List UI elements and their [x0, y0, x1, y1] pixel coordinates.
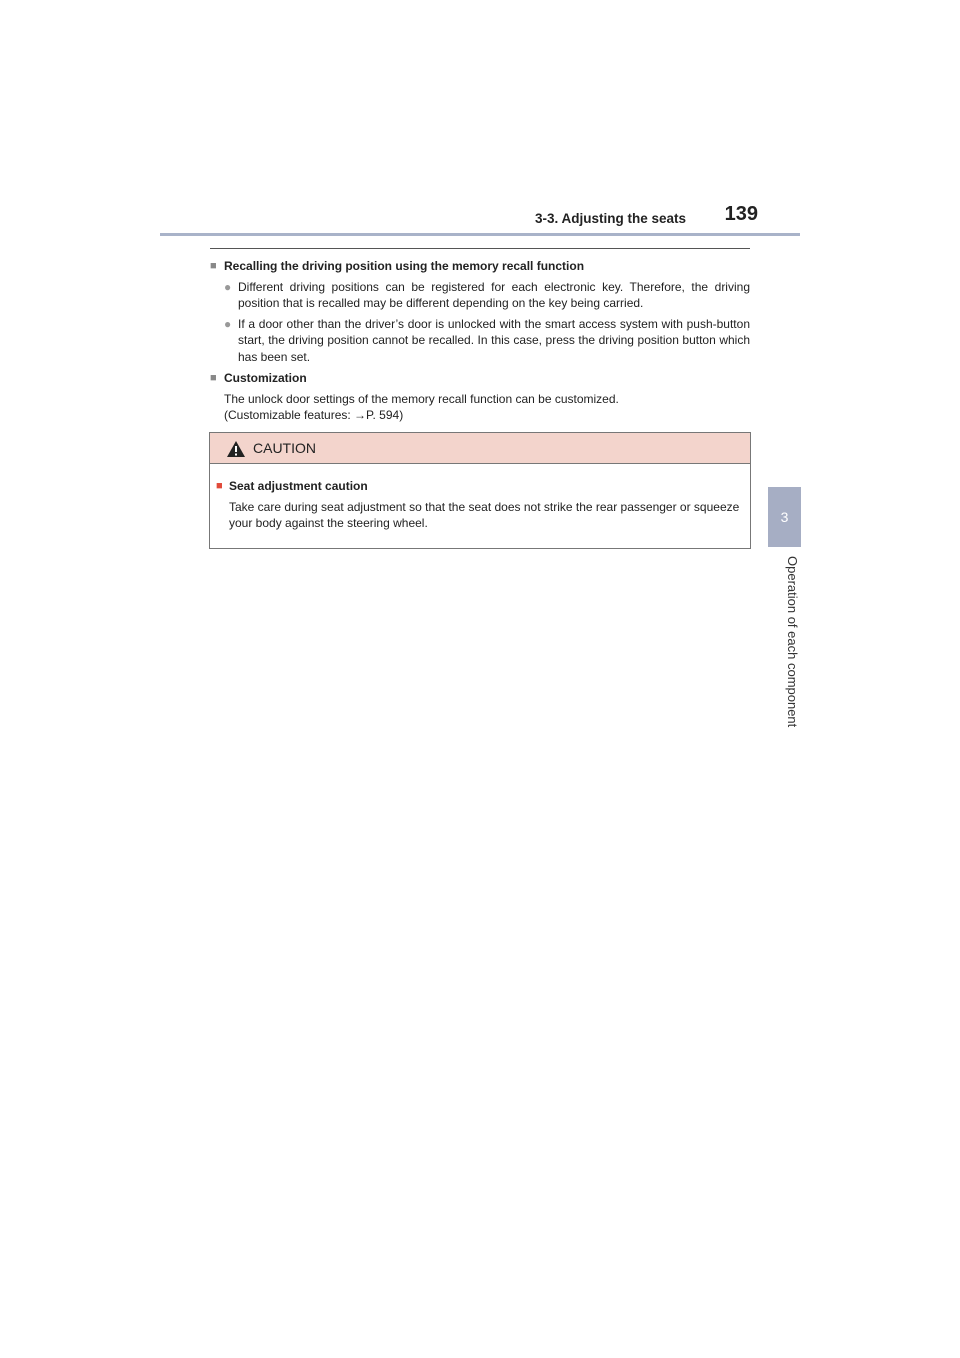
circle-bullet-icon: ●: [224, 316, 232, 331]
caution-header: [210, 433, 750, 464]
caution-label: CAUTION: [253, 440, 316, 456]
caution-heading-text: Seat adjustment caution: [229, 479, 368, 493]
section-title: 3-3. Adjusting the seats: [534, 211, 686, 226]
content-divider: [210, 248, 750, 249]
caution-box: [209, 432, 751, 549]
chapter-title: Operation of each component: [785, 556, 800, 728]
recall-heading-text: Recalling the driving position using the memory recall function: [224, 259, 585, 273]
customization-text: [224, 391, 750, 424]
header-divider: [160, 233, 800, 236]
main-content: [210, 258, 750, 424]
circle-bullet-icon: ●: [224, 279, 232, 294]
page-number: 139: [724, 203, 758, 225]
square-bullet-icon: ■: [210, 372, 217, 384]
caution-text: Take care during seat adjustment so that the seat does not strike the rear passenger or squeeze your body against the steering wheel.: [229, 499, 740, 530]
page-header: [160, 200, 800, 234]
customization-line-2: (Customizable features: →P. 594): [224, 408, 404, 422]
caution-body: [210, 464, 750, 532]
caution-heading: [216, 478, 740, 495]
chapter-tab: 3: [768, 487, 801, 547]
square-bullet-icon: ■: [210, 260, 217, 272]
list-item-text: If a door other than the driver’s door is unlocked with the smart access system with push-button start, the driving position cannot be recalled. In this case, press the driving position button which has been set.: [238, 316, 750, 364]
customization-heading-text: Customization: [224, 371, 307, 385]
customization-line-1: The unlock door settings of the memory recall function can be customized.: [224, 391, 619, 406]
list-item-text: Different driving positions can be registered for each electronic key. Therefore, the driving position that is recalled may be different depending on the key being carried.: [238, 279, 750, 310]
list-item: [224, 316, 750, 366]
list-item: [224, 279, 750, 312]
customization-heading: [210, 370, 750, 387]
warning-icon: [226, 440, 246, 458]
recall-heading: [210, 258, 750, 275]
red-square-bullet-icon: ■: [216, 480, 223, 492]
